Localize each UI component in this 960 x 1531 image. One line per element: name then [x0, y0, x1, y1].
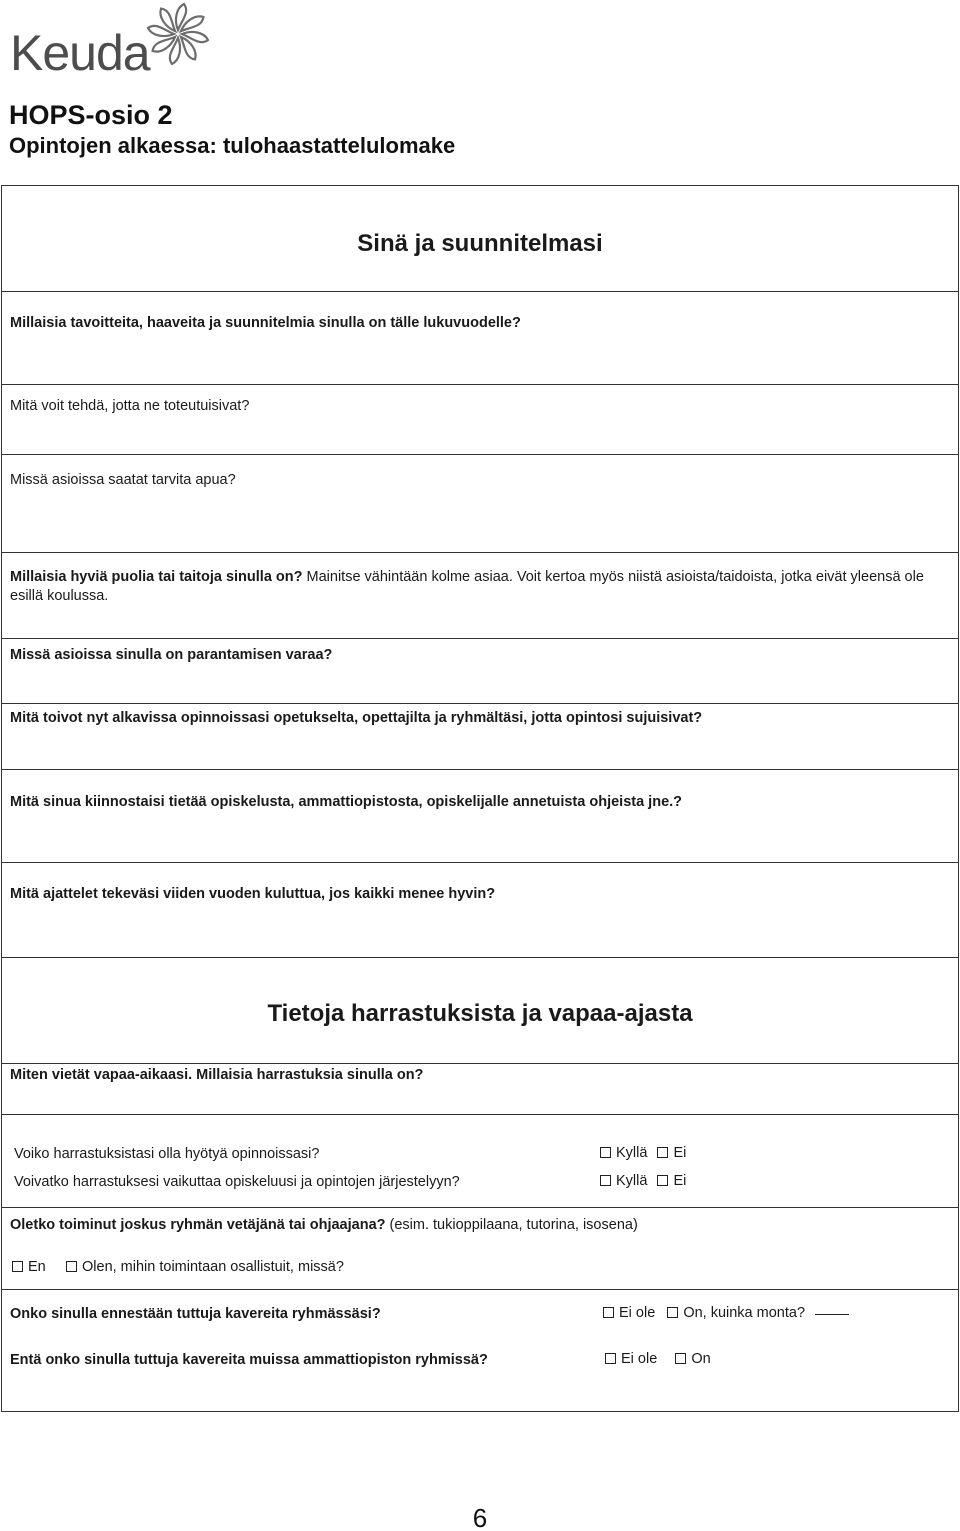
- section-title-plans: Sinä ja suunnitelmasi: [357, 230, 603, 257]
- question-actions: Mitä voit tehdä, jotta ne toteutuisivat?: [10, 398, 250, 414]
- leader-no-option: En: [12, 1259, 46, 1275]
- question-friends-group: Onko sinulla ennestään tuttuja kavereita ryhmässäsi?: [10, 1306, 381, 1322]
- leader-no-checkbox[interactable]: [12, 1261, 23, 1272]
- row-wishes: [2, 703, 958, 726]
- question-friends-other: Entä onko sinulla tuttuja kavereita muissa ammattiopiston ryhmissä?: [10, 1352, 488, 1368]
- friends-other-no-checkbox[interactable]: [605, 1353, 616, 1364]
- section-title-hobbies: Tietoja harrastuksista ja vapaa-ajasta: [267, 1000, 693, 1027]
- leader-yes-option: Olen, mihin toimintaan osallistuit, missä?: [66, 1259, 344, 1275]
- friends-other-options: Ei ole On: [605, 1351, 711, 1367]
- row-leader: [2, 1207, 958, 1275]
- friends-group-yes-checkbox[interactable]: [667, 1307, 678, 1318]
- row-help: [2, 454, 958, 488]
- question-freetime: Miten vietät vapaa-aikaasi. Millaisia harrastuksia sinulla on?: [10, 1067, 424, 1083]
- document-title: HOPS-osio 2: [9, 100, 173, 130]
- row-improvement: [2, 638, 958, 663]
- question-wishes: Mitä toivot nyt alkavissa opinnoissasi opetukselta, opettajilta ja ryhmältäsi, jotta opintosi sujuisivat?: [10, 710, 703, 726]
- page-number: 6: [472, 1503, 488, 1531]
- friends-group-options: Ei ole On, kuinka monta?: [603, 1305, 849, 1321]
- row-actions: [2, 384, 958, 414]
- question-goals: Millaisia tavoitteita, haaveita ja suunnitelmia sinulla on tälle lukuvuodelle?: [10, 315, 521, 331]
- friends-group-no-checkbox[interactable]: [603, 1307, 614, 1318]
- question-improvement: Missä asioissa sinulla on parantamisen varaa?: [10, 647, 333, 663]
- logo-text: Keuda: [10, 25, 150, 81]
- question-help: Missä asioissa saatat tarvita apua?: [10, 472, 236, 488]
- friends-other-yes-checkbox[interactable]: [675, 1353, 686, 1364]
- question-future: Mitä ajattelet tekeväsi viiden vuoden kuluttua, jos kaikki menee hyvin?: [10, 886, 496, 902]
- row-goals: [2, 291, 958, 331]
- row-freetime: [2, 1063, 958, 1083]
- row-future: [2, 862, 958, 902]
- hobby-benefit-yes-checkbox[interactable]: [600, 1147, 611, 1158]
- question-interests: Mitä sinua kiinnostaisi tietää opiskelusta, ammattiopistosta, opiskelijalle annetuista ohjeista jne.?: [10, 794, 683, 810]
- question-hobby-effect: Voivatko harrastuksesi vaikuttaa opiskeluusi ja opintojen järjestelyyn?: [14, 1174, 460, 1190]
- question-leader: Oletko toiminut joskus ryhmän vetäjänä tai ohjaajana? (esim. tukioppilaana, tutorina, isosena): [10, 1217, 638, 1233]
- row-strengths: [2, 552, 958, 604]
- row-friends: [2, 1289, 958, 1368]
- question-strengths: Millaisia hyviä puolia tai taitoja sinulla on? Mainitse vähintään kolme asiaa. Voit kertoa myös niistä asioista/taidoista, jotka eivät yleensä ole esillä koulussa.: [10, 569, 924, 604]
- hobby-effect-yes-checkbox[interactable]: [600, 1175, 611, 1186]
- question-hobby-benefit: Voiko harrastuksistasi olla hyötyä opinnoissasi?: [14, 1146, 320, 1162]
- row-section2-title: [2, 957, 958, 1027]
- hobby-effect-no-checkbox[interactable]: [657, 1175, 668, 1186]
- hobby-benefit-no-checkbox[interactable]: [657, 1147, 668, 1158]
- pinwheel-logo-icon: [146, 2, 210, 66]
- leader-yes-checkbox[interactable]: [66, 1261, 77, 1272]
- keuda-logo: [8, 2, 208, 81]
- row-hobby-benefits: [2, 1114, 958, 1190]
- row-interests: [2, 769, 958, 810]
- hobby-effect-options: Kyllä Ei: [600, 1173, 686, 1189]
- hobby-benefit-options: Kyllä Ei: [600, 1145, 686, 1161]
- document-subtitle: Opintojen alkaessa: tulohaastattelulomake: [9, 133, 456, 158]
- friends-count-blank[interactable]: [815, 1314, 849, 1315]
- form-frame: [1, 185, 959, 1412]
